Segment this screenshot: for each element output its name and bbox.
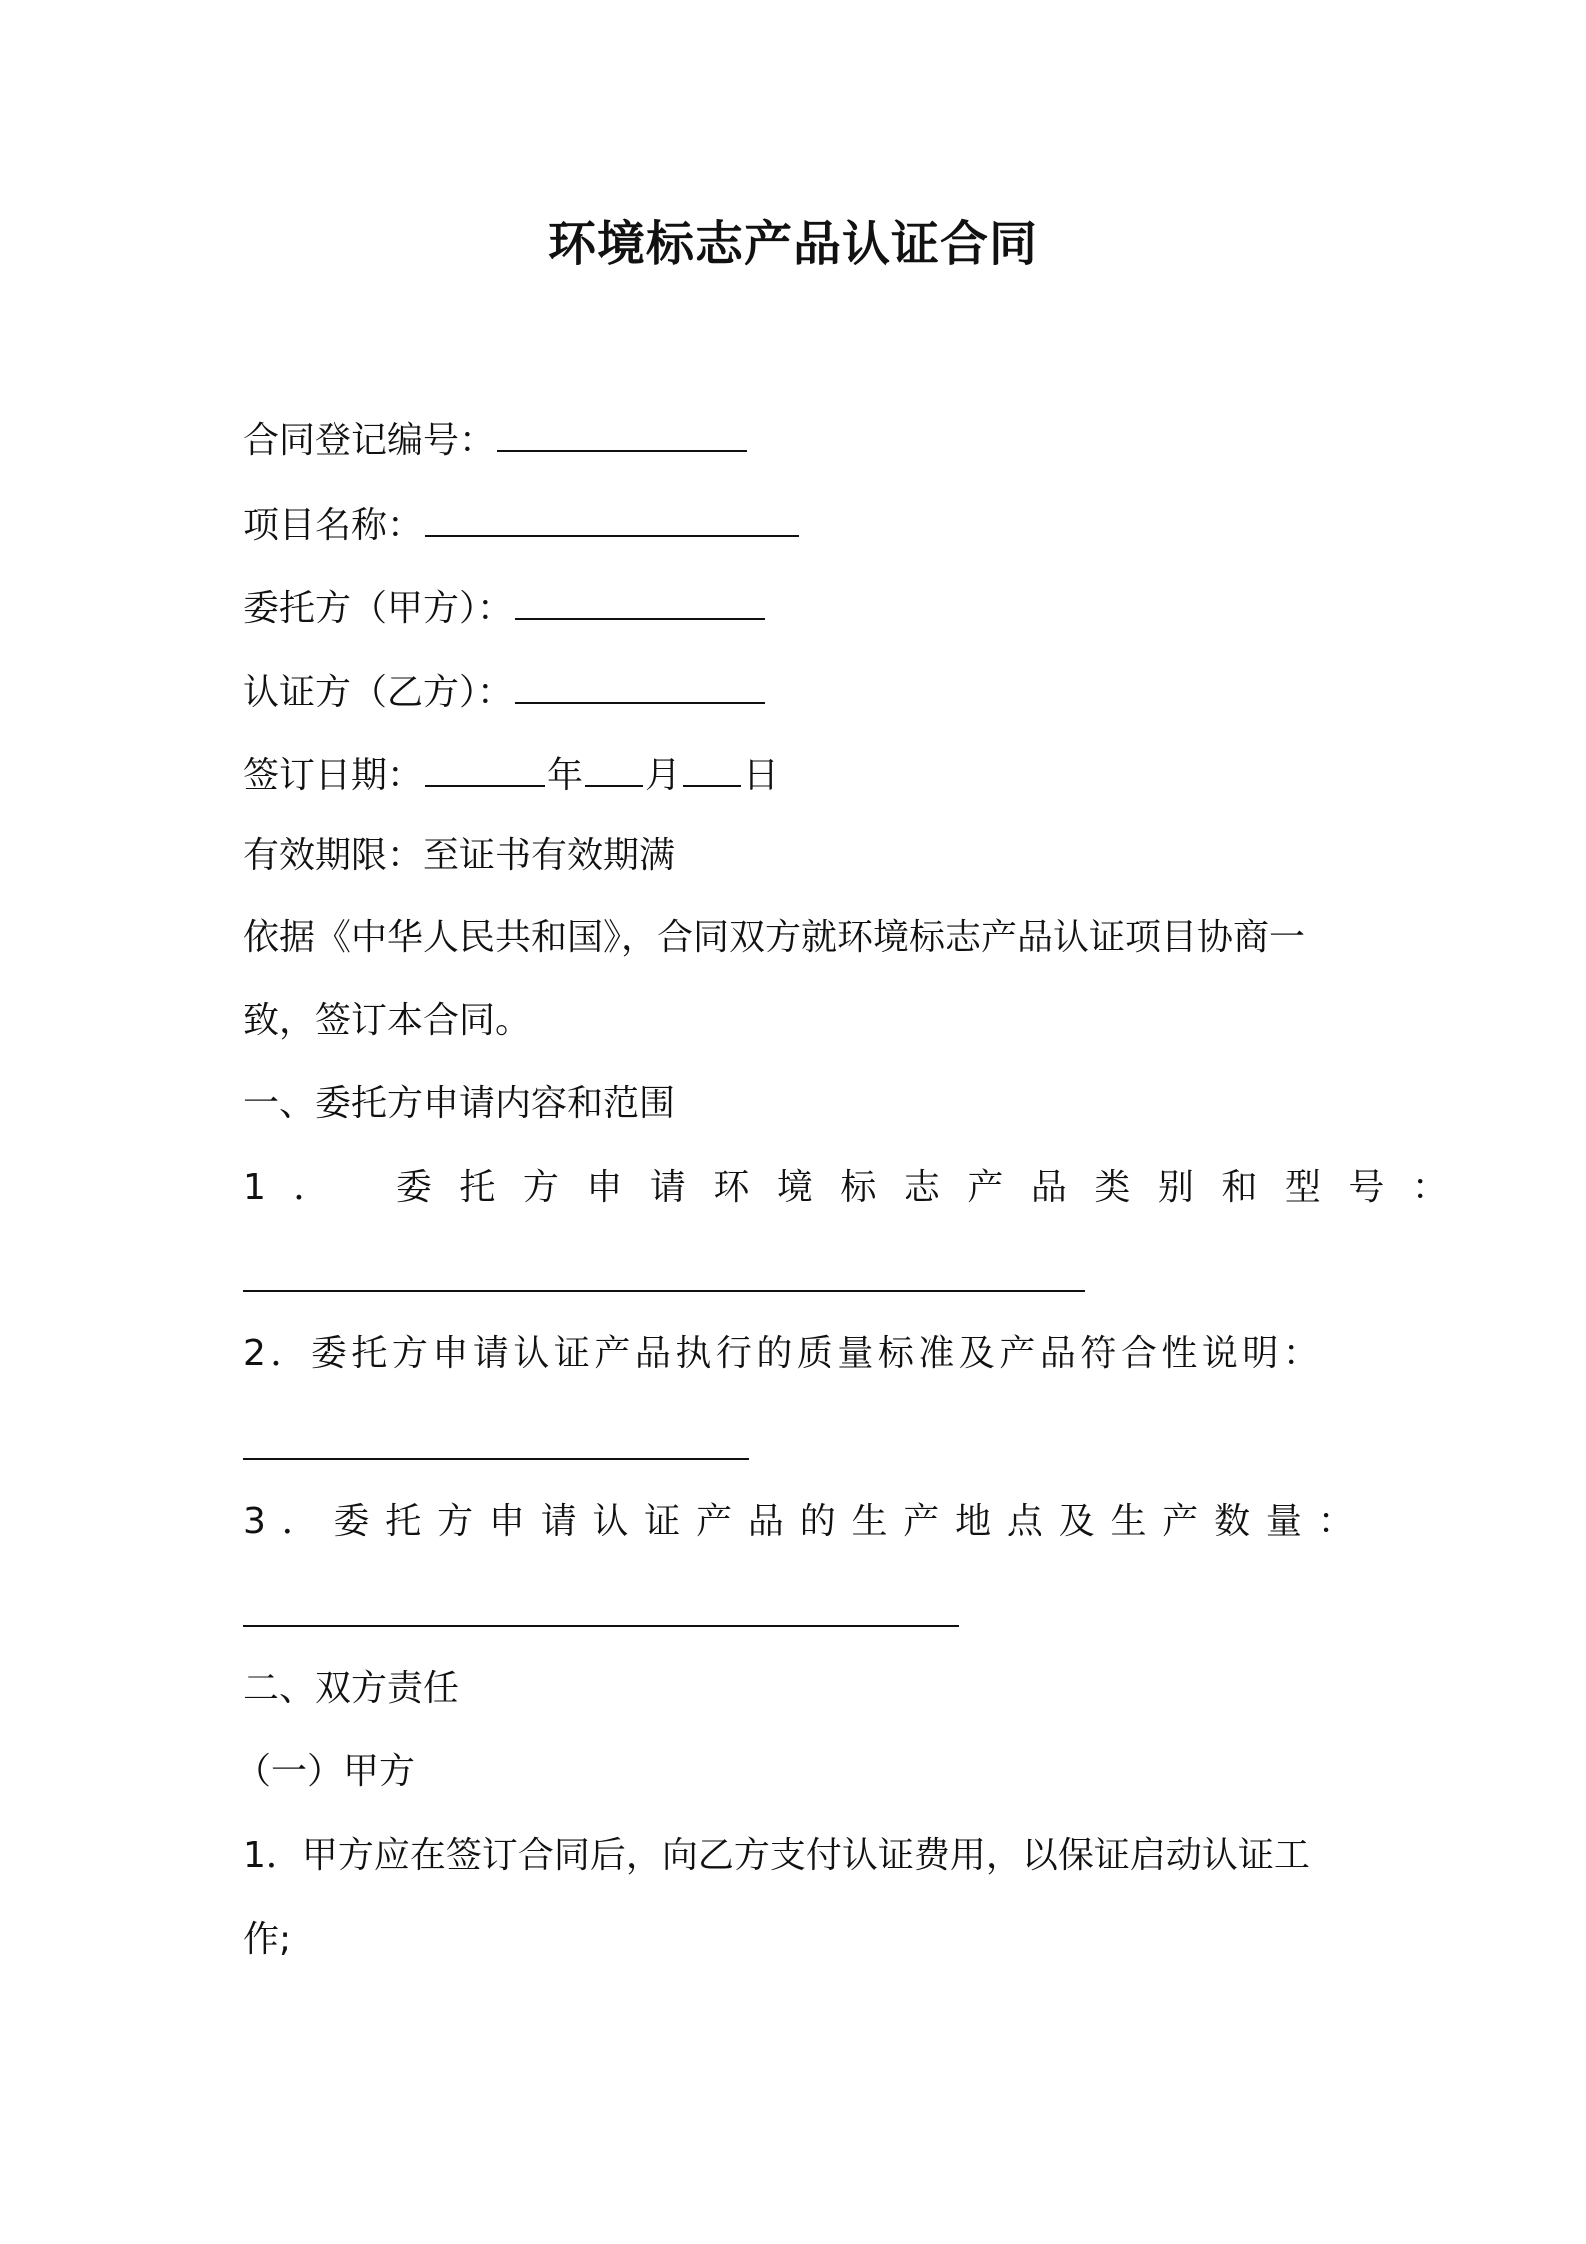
section-1-item-3: 3．委托方申请认证产品的生产地点及生产数量： xyxy=(243,1501,1370,1542)
year-blank xyxy=(425,745,545,787)
item-1-fill-line xyxy=(243,1290,1085,1292)
item-3-fill-line xyxy=(243,1625,959,1627)
project-name-row xyxy=(243,495,801,554)
preamble-line-2: 致，签订本合同。 xyxy=(243,1000,532,1041)
section-2-item-1-line-1: 1．甲方应在签订合同后，向乙方支付认证费用，以保证启动认证工 xyxy=(243,1835,1310,1876)
project-name-label: 项目名称： xyxy=(243,505,424,546)
party-a-subheading: （一）甲方 xyxy=(235,1751,416,1792)
month-label: 月 xyxy=(645,755,682,796)
certifier-blank xyxy=(515,662,765,704)
day-label: 日 xyxy=(743,755,780,796)
item-2-fill-line xyxy=(243,1458,749,1460)
client-blank xyxy=(515,578,765,620)
client-label: 委托方（甲方）： xyxy=(243,588,514,629)
validity-row: 有效期限：至证书有效期满 xyxy=(243,835,676,876)
registration-number-label: 合同登记编号： xyxy=(243,420,496,461)
year-label: 年 xyxy=(547,755,584,796)
signing-date-row xyxy=(243,745,779,804)
day-blank xyxy=(683,745,741,787)
client-row xyxy=(243,578,767,637)
section-2-item-1-line-2: 作; xyxy=(243,1919,292,1960)
section-1-heading: 一、委托方申请内容和范围 xyxy=(243,1083,676,1124)
project-name-blank xyxy=(425,495,799,537)
registration-number-row xyxy=(243,410,749,469)
section-2-heading: 二、双方责任 xyxy=(243,1668,460,1709)
document-title: 环境标志产品认证合同 xyxy=(547,216,1038,272)
section-1-item-2: 2．委托方申请认证产品执行的质量标准及产品符合性说明： xyxy=(243,1333,1324,1374)
signing-date-label: 签订日期： xyxy=(243,755,424,796)
registration-number-blank xyxy=(497,410,747,452)
certifier-row xyxy=(243,662,767,721)
month-blank xyxy=(585,745,643,787)
section-1-item-1: 1． 委托方申请环境标志产品类别和型号： xyxy=(243,1167,1476,1208)
preamble-line-1: 依据《中华人民共和国》，合同双方就环境标志产品认证项目协商一 xyxy=(243,917,1306,958)
certifier-label: 认证方（乙方）： xyxy=(243,672,514,713)
